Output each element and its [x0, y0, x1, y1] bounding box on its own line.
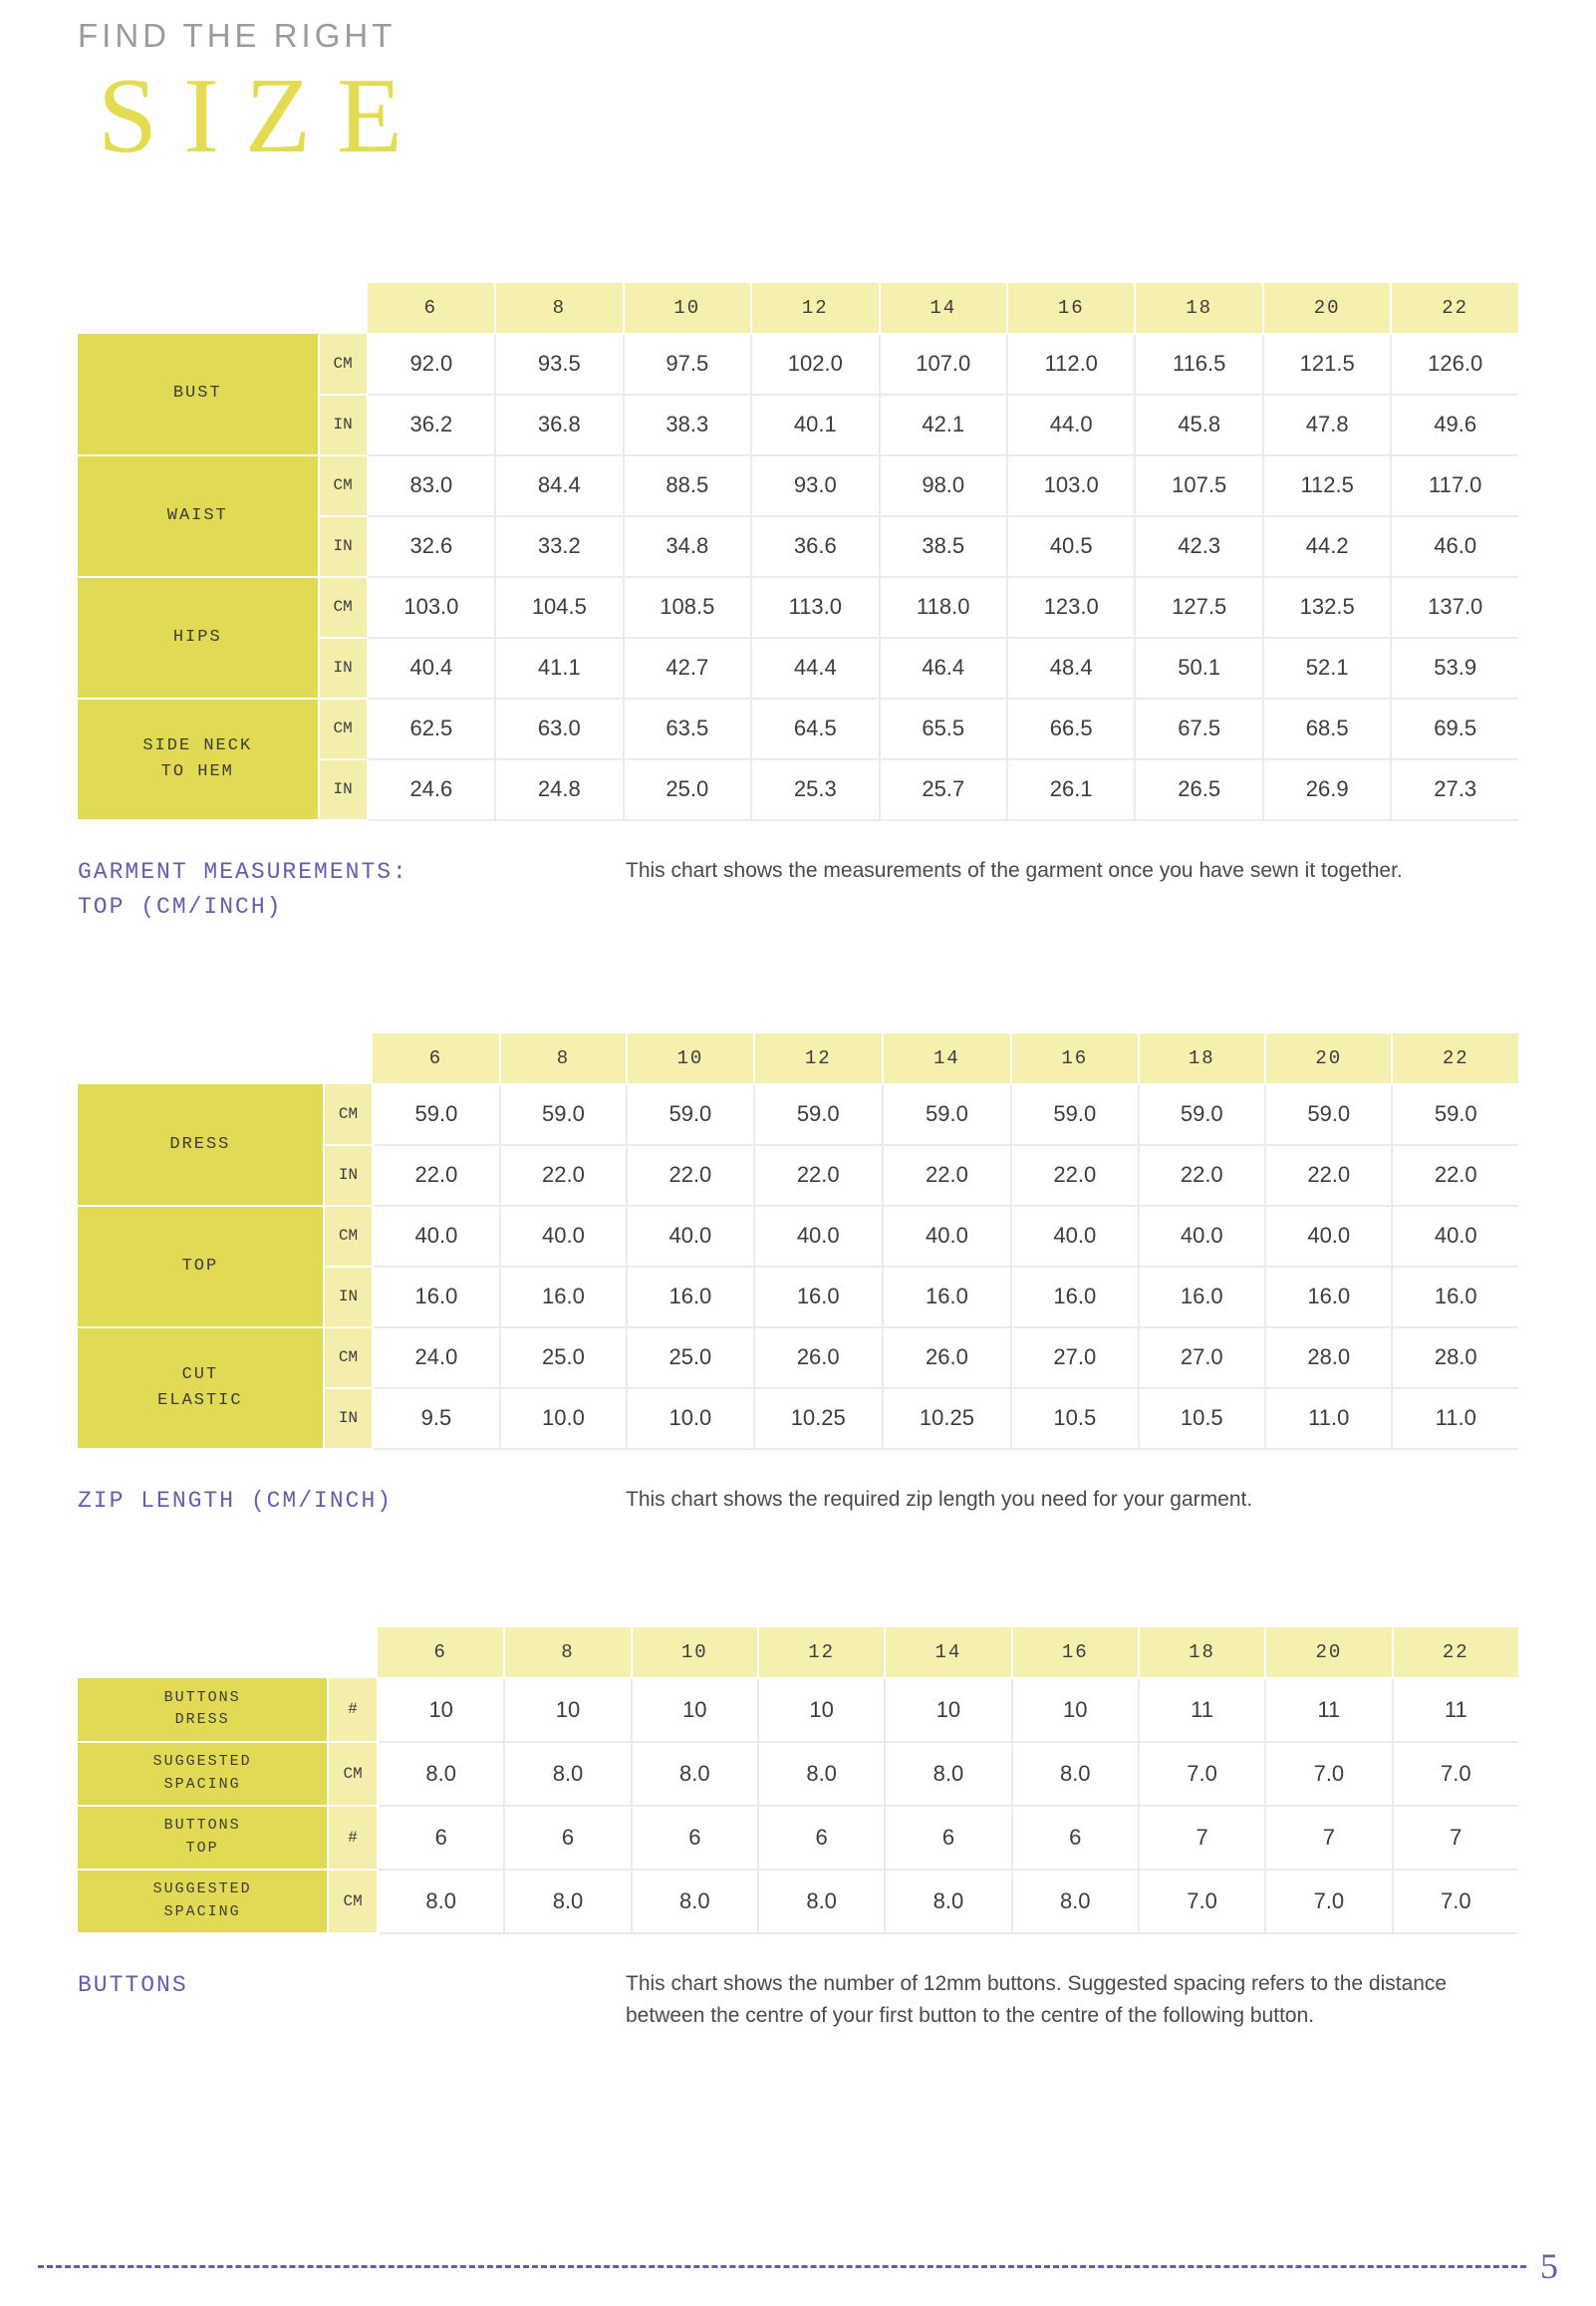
row-label: BUTTONS DRESS	[78, 1678, 328, 1742]
size-column-header: 18	[1139, 1033, 1265, 1084]
table-cell: 59.0	[1392, 1084, 1518, 1145]
size-column-header: 18	[1139, 1627, 1265, 1678]
table-cell: 103.0	[368, 577, 495, 638]
table-cell: 41.1	[495, 638, 623, 699]
row-unit-label: CM	[319, 334, 368, 395]
size-column-header: 10	[624, 283, 751, 334]
table-cell: 103.0	[1007, 455, 1135, 516]
table-cell: 25.3	[751, 759, 879, 820]
size-column-header: 8	[495, 283, 623, 334]
table-cell: 97.5	[624, 334, 751, 395]
table-cell: 33.2	[495, 516, 623, 577]
table-cell: 8.0	[378, 1742, 504, 1806]
size-column-header: 6	[368, 283, 495, 334]
row-unit-label: CM	[319, 699, 368, 759]
zip-length-table	[78, 1033, 1518, 1450]
table-cell: 8.0	[758, 1742, 885, 1806]
table-cell: 42.3	[1135, 516, 1262, 577]
table-cell: 83.0	[368, 455, 495, 516]
table-cell: 116.5	[1135, 334, 1262, 395]
table-cell: 65.5	[880, 699, 1007, 759]
table-cell: 10.25	[754, 1388, 883, 1449]
table-cell: 84.4	[495, 455, 623, 516]
table-cell: 40.0	[1011, 1206, 1138, 1267]
table-cell: 16.0	[1011, 1267, 1138, 1327]
row-label: BUTTONS TOP	[78, 1806, 328, 1870]
table-cell: 69.5	[1391, 699, 1518, 759]
row-group-label: TOP	[78, 1206, 324, 1327]
table-cell: 40.5	[1007, 516, 1135, 577]
table-cell: 10.0	[500, 1388, 627, 1449]
table-cell: 10	[378, 1678, 504, 1742]
table-cell: 40.4	[368, 638, 495, 699]
table-cell: 7.0	[1393, 1742, 1518, 1806]
table-cell: 40.0	[1392, 1206, 1518, 1267]
table-cell: 7.0	[1265, 1870, 1392, 1933]
table-cell: 26.0	[883, 1327, 1011, 1388]
table-cell: 34.8	[624, 516, 751, 577]
table-cell: 8.0	[632, 1742, 758, 1806]
table-cell: 40.0	[373, 1206, 499, 1267]
table-cell: 8.0	[504, 1742, 631, 1806]
table-cell: 16.0	[1139, 1267, 1265, 1327]
row-unit-label: CM	[328, 1870, 378, 1933]
table-cell: 40.0	[627, 1206, 753, 1267]
size-column-header: 16	[1012, 1627, 1139, 1678]
table-cell: 107.0	[880, 334, 1007, 395]
table-cell: 11	[1393, 1678, 1518, 1742]
table-cell: 10	[504, 1678, 631, 1742]
caption-title-zip: ZIP LENGTH (CM/INCH)	[78, 1487, 394, 1514]
table-cell: 127.5	[1135, 577, 1262, 638]
table-cell: 36.8	[495, 395, 623, 455]
table-row	[78, 699, 1518, 759]
size-column-header: 18	[1135, 283, 1262, 334]
caption-title-garment: GARMENT MEASUREMENTS: TOP (CM/INCH)	[78, 858, 408, 921]
table-cell: 22.0	[754, 1145, 883, 1206]
table-cell: 102.0	[751, 334, 879, 395]
table-cell: 22.0	[1011, 1145, 1138, 1206]
row-group-label: HIPS	[78, 577, 319, 699]
table-cell: 16.0	[1265, 1267, 1392, 1327]
size-column-header: 20	[1265, 1627, 1392, 1678]
table-cell: 24.8	[495, 759, 623, 820]
page-header	[40, 0, 1556, 176]
size-column-header: 22	[1392, 1033, 1518, 1084]
size-column-header: 14	[880, 283, 1007, 334]
table-cell: 64.5	[751, 699, 879, 759]
footer-divider	[38, 2265, 1526, 2268]
table-row	[78, 1870, 1518, 1933]
row-label: SUGGESTED SPACING	[78, 1870, 328, 1933]
garment-measurements-table-block	[78, 283, 1518, 821]
table-cell: 38.3	[624, 395, 751, 455]
row-label: SUGGESTED SPACING	[78, 1742, 328, 1806]
table-cell: 112.0	[1007, 334, 1135, 395]
table-cell: 26.0	[754, 1327, 883, 1388]
caption-text-buttons: This chart shows the number of 12mm buttons. Suggested spacing refers to the distance between the centre of your first button to the centre of the following button.	[626, 1971, 1448, 2028]
table-cell: 47.8	[1263, 395, 1391, 455]
size-column-header: 22	[1391, 283, 1518, 334]
table-cell: 8.0	[885, 1742, 1011, 1806]
table-cell: 22.0	[1139, 1145, 1265, 1206]
table-cell: 8.0	[1012, 1870, 1139, 1933]
table-cell: 93.5	[495, 334, 623, 395]
size-column-header: 8	[500, 1033, 627, 1084]
size-column-header: 16	[1007, 283, 1135, 334]
table-cell: 42.7	[624, 638, 751, 699]
size-column-header: 14	[883, 1033, 1011, 1084]
table-row	[78, 1806, 1518, 1870]
row-unit-label: #	[328, 1806, 378, 1870]
zip-length-table-block	[78, 1033, 1518, 1450]
table-cell: 11.0	[1265, 1388, 1392, 1449]
table-cell: 22.0	[373, 1145, 499, 1206]
table-cell: 46.4	[880, 638, 1007, 699]
row-unit-label: IN	[324, 1267, 373, 1327]
header-corner-blank	[78, 283, 368, 334]
table-cell: 10	[885, 1678, 1011, 1742]
table-cell: 112.5	[1263, 455, 1391, 516]
table-cell: 6	[885, 1806, 1011, 1870]
table-cell: 16.0	[373, 1267, 499, 1327]
page-footer	[38, 2248, 1558, 2284]
table-cell: 40.0	[883, 1206, 1011, 1267]
row-unit-label: IN	[319, 638, 368, 699]
table-cell: 68.5	[1263, 699, 1391, 759]
table-cell: 59.0	[1139, 1084, 1265, 1145]
table-cell: 6	[504, 1806, 631, 1870]
row-unit-label: IN	[324, 1388, 373, 1449]
table-cell: 11	[1265, 1678, 1392, 1742]
table-cell: 59.0	[500, 1084, 627, 1145]
table-cell: 44.4	[751, 638, 879, 699]
table-cell: 10.5	[1011, 1388, 1138, 1449]
table-cell: 48.4	[1007, 638, 1135, 699]
table-cell: 42.1	[880, 395, 1007, 455]
size-column-header: 10	[627, 1033, 753, 1084]
table-cell: 27.0	[1011, 1327, 1138, 1388]
table-cell: 113.0	[751, 577, 879, 638]
table-cell: 26.9	[1263, 759, 1391, 820]
table-cell: 59.0	[627, 1084, 753, 1145]
header-corner-blank	[78, 1033, 373, 1084]
table-cell: 16.0	[627, 1267, 753, 1327]
table-cell: 40.1	[751, 395, 879, 455]
size-column-header: 22	[1393, 1627, 1518, 1678]
header-corner-blank	[78, 1627, 378, 1678]
table-cell: 59.0	[1011, 1084, 1138, 1145]
table-cell: 92.0	[368, 334, 495, 395]
table-cell: 7	[1139, 1806, 1265, 1870]
page-number: 5	[1540, 2246, 1558, 2286]
table-cell: 132.5	[1263, 577, 1391, 638]
table-row	[78, 1327, 1518, 1388]
table-cell: 6	[1012, 1806, 1139, 1870]
table-cell: 6	[632, 1806, 758, 1870]
table-header-row	[78, 1627, 1518, 1678]
table-cell: 62.5	[368, 699, 495, 759]
table-cell: 10	[1012, 1678, 1139, 1742]
table-cell: 36.6	[751, 516, 879, 577]
table-cell: 10	[632, 1678, 758, 1742]
table-cell: 67.5	[1135, 699, 1262, 759]
garment-measurements-table	[78, 283, 1518, 821]
table-cell: 28.0	[1392, 1327, 1518, 1388]
table-cell: 22.0	[627, 1145, 753, 1206]
size-column-header: 8	[504, 1627, 631, 1678]
table-cell: 126.0	[1391, 334, 1518, 395]
size-column-header: 16	[1011, 1033, 1138, 1084]
row-group-label: BUST	[78, 334, 319, 455]
table-cell: 7.0	[1139, 1742, 1265, 1806]
header-eyebrow: FIND THE RIGHT	[78, 17, 397, 54]
table-cell: 40.0	[1265, 1206, 1392, 1267]
table-cell: 24.6	[368, 759, 495, 820]
table-cell: 107.5	[1135, 455, 1262, 516]
table-cell: 59.0	[883, 1084, 1011, 1145]
table-header-row	[78, 1033, 1518, 1084]
table-cell: 22.0	[500, 1145, 627, 1206]
table-cell: 11	[1139, 1678, 1265, 1742]
row-unit-label: CM	[324, 1327, 373, 1388]
table-cell: 10	[758, 1678, 885, 1742]
table-cell: 44.0	[1007, 395, 1135, 455]
table-cell: 59.0	[754, 1084, 883, 1145]
table-cell: 22.0	[1392, 1145, 1518, 1206]
size-column-header: 20	[1263, 283, 1391, 334]
table-cell: 7	[1393, 1806, 1518, 1870]
table-cell: 53.9	[1391, 638, 1518, 699]
table-cell: 25.7	[880, 759, 1007, 820]
table-cell: 40.0	[1139, 1206, 1265, 1267]
table-cell: 25.0	[624, 759, 751, 820]
size-column-header: 20	[1265, 1033, 1392, 1084]
row-unit-label: CM	[319, 455, 368, 516]
table-cell: 8.0	[378, 1870, 504, 1933]
table-cell: 50.1	[1135, 638, 1262, 699]
table-cell: 7.0	[1265, 1742, 1392, 1806]
size-column-header: 14	[885, 1627, 1011, 1678]
table-cell: 7.0	[1139, 1870, 1265, 1933]
table-header-row	[78, 283, 1518, 334]
table-cell: 26.1	[1007, 759, 1135, 820]
table-cell: 6	[378, 1806, 504, 1870]
table-cell: 25.0	[627, 1327, 753, 1388]
row-unit-label: IN	[324, 1145, 373, 1206]
size-column-header: 10	[632, 1627, 758, 1678]
table-cell: 59.0	[373, 1084, 499, 1145]
caption-zip-length	[78, 1484, 1518, 1520]
table-cell: 27.3	[1391, 759, 1518, 820]
table-cell: 8.0	[758, 1870, 885, 1933]
table-row	[78, 334, 1518, 395]
table-cell: 22.0	[1265, 1145, 1392, 1206]
table-cell: 36.2	[368, 395, 495, 455]
table-cell: 10.0	[627, 1388, 753, 1449]
table-cell: 10.25	[883, 1388, 1011, 1449]
table-cell: 24.0	[373, 1327, 499, 1388]
table-cell: 40.0	[754, 1206, 883, 1267]
table-cell: 6	[758, 1806, 885, 1870]
row-group-label: WAIST	[78, 455, 319, 577]
table-cell: 52.1	[1263, 638, 1391, 699]
size-column-header: 12	[754, 1033, 883, 1084]
table-cell: 88.5	[624, 455, 751, 516]
table-cell: 118.0	[880, 577, 1007, 638]
table-cell: 117.0	[1391, 455, 1518, 516]
table-cell: 32.6	[368, 516, 495, 577]
caption-buttons	[78, 1968, 1518, 2033]
row-unit-label: CM	[324, 1084, 373, 1145]
table-cell: 10.5	[1139, 1388, 1265, 1449]
caption-text-zip: This chart shows the required zip length you need for your garment.	[626, 1487, 1253, 1511]
table-cell: 137.0	[1391, 577, 1518, 638]
table-cell: 7.0	[1393, 1870, 1518, 1933]
table-cell: 59.0	[1265, 1084, 1392, 1145]
row-unit-label: #	[328, 1678, 378, 1742]
table-cell: 27.0	[1139, 1327, 1265, 1388]
caption-title-buttons: BUTTONS	[78, 1971, 188, 1998]
buttons-table-block	[78, 1627, 1518, 1934]
row-unit-label: CM	[324, 1206, 373, 1267]
table-cell: 8.0	[885, 1870, 1011, 1933]
row-group-label: SIDE NECK TO HEM	[78, 699, 319, 820]
buttons-table	[78, 1627, 1518, 1934]
row-unit-label: CM	[319, 577, 368, 638]
table-cell: 40.0	[500, 1206, 627, 1267]
size-column-header: 12	[758, 1627, 885, 1678]
row-unit-label: CM	[328, 1742, 378, 1806]
table-cell: 108.5	[624, 577, 751, 638]
table-cell: 38.5	[880, 516, 1007, 577]
size-column-header: 6	[378, 1627, 504, 1678]
row-unit-label: IN	[319, 516, 368, 577]
table-cell: 28.0	[1265, 1327, 1392, 1388]
size-column-header: 12	[751, 283, 879, 334]
table-cell: 63.5	[624, 699, 751, 759]
table-cell: 9.5	[373, 1388, 499, 1449]
table-cell: 66.5	[1007, 699, 1135, 759]
page-title: SIZE	[98, 57, 428, 176]
table-row	[78, 1206, 1518, 1267]
table-cell: 8.0	[632, 1870, 758, 1933]
table-cell: 123.0	[1007, 577, 1135, 638]
table-cell: 93.0	[751, 455, 879, 516]
table-cell: 16.0	[754, 1267, 883, 1327]
table-cell: 121.5	[1263, 334, 1391, 395]
table-row	[78, 1084, 1518, 1145]
table-cell: 16.0	[883, 1267, 1011, 1327]
table-cell: 8.0	[1012, 1742, 1139, 1806]
table-cell: 44.2	[1263, 516, 1391, 577]
table-cell: 11.0	[1392, 1388, 1518, 1449]
table-row	[78, 455, 1518, 516]
caption-garment-measurements	[78, 855, 1518, 926]
table-row	[78, 1742, 1518, 1806]
row-unit-label: IN	[319, 395, 368, 455]
table-cell: 26.5	[1135, 759, 1262, 820]
table-cell: 8.0	[504, 1870, 631, 1933]
size-column-header: 6	[373, 1033, 499, 1084]
table-cell: 16.0	[1392, 1267, 1518, 1327]
table-cell: 46.0	[1391, 516, 1518, 577]
row-group-label: CUT ELASTIC	[78, 1327, 324, 1449]
table-row	[78, 577, 1518, 638]
table-cell: 25.0	[500, 1327, 627, 1388]
table-cell: 16.0	[500, 1267, 627, 1327]
table-cell: 63.0	[495, 699, 623, 759]
row-unit-label: IN	[319, 759, 368, 820]
table-row	[78, 1678, 1518, 1742]
table-cell: 49.6	[1391, 395, 1518, 455]
row-group-label: DRESS	[78, 1084, 324, 1206]
table-cell: 45.8	[1135, 395, 1262, 455]
table-cell: 22.0	[883, 1145, 1011, 1206]
caption-text-garment: This chart shows the measurements of the garment once you have sewn it together.	[626, 858, 1403, 882]
table-cell: 7	[1265, 1806, 1392, 1870]
table-cell: 98.0	[880, 455, 1007, 516]
table-cell: 104.5	[495, 577, 623, 638]
